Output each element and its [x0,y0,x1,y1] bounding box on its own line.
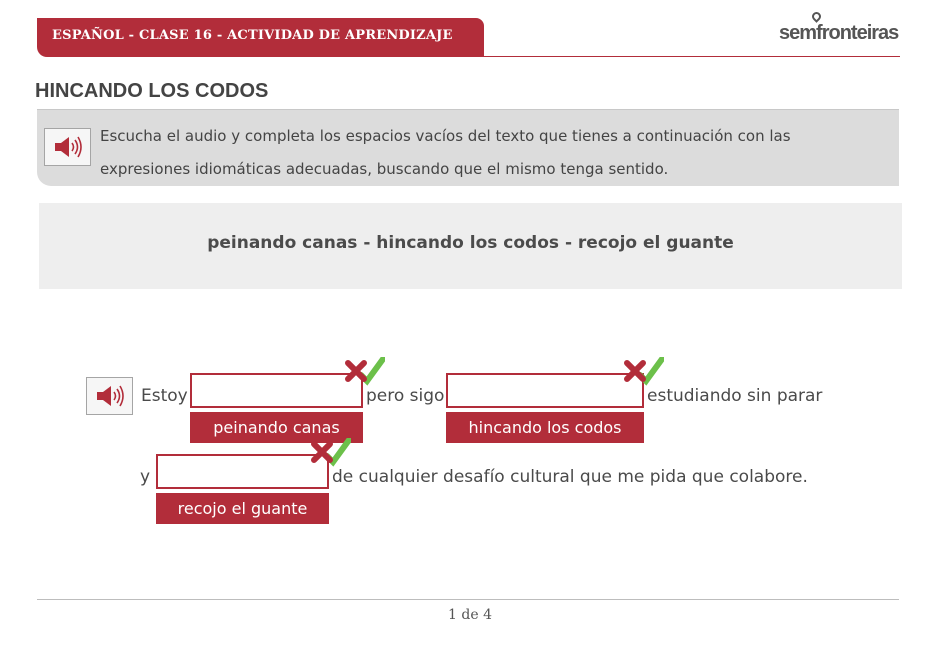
answer-blank-3[interactable] [156,454,329,489]
answer-chip-1[interactable]: peinando canas [190,412,363,443]
answer-input-2[interactable] [448,375,642,406]
sentence-text: Estoy [141,386,188,406]
word-bank-text: peinando canas - hincando los codos - recojo el guante [207,233,734,253]
check-answer-2[interactable] [624,357,664,387]
answer-blank-1[interactable] [190,373,363,408]
header-band [37,18,484,57]
answer-chip-3[interactable]: recojo el guante [156,493,329,524]
instruction-text: Escucha el audio y completa los espacios vacíos del texto que tienes a continuación con las expresiones idiomáticas adecuadas, buscando que el mismo tenga sentido. [100,127,791,178]
sentence-text: pero sigo [366,386,445,406]
instruction-box [37,109,899,186]
sentence-text: de cualquier desafío cultural que me pida que colabore. [332,467,808,487]
word-bank [39,203,902,289]
answer-blank-2[interactable] [446,373,644,408]
speaker-icon [52,135,84,159]
header-divider [484,56,900,57]
check-answer-1[interactable] [345,357,385,387]
answer-input-3[interactable] [158,456,327,487]
sentence-text: estudiando sin parar [647,386,823,406]
page-title: HINCANDO LOS CODOS [35,80,269,102]
course-title: ESPAÑOL - CLASE 16 - ACTIVIDAD DE APRENDIZAJE [52,28,453,43]
sentence-audio-button[interactable] [86,377,133,415]
check-answer-3[interactable] [311,438,351,468]
instruction-audio-button[interactable] [44,128,91,166]
logo-text: semfronteiras [779,22,899,44]
answer-chip-2[interactable]: hincando los codos [446,412,644,443]
brand-logo [779,20,903,46]
footer-divider [37,599,899,600]
sentence-text: y [140,467,151,487]
page-indicator: 1 de 4 [448,607,492,623]
answer-input-1[interactable] [192,375,361,406]
location-pin-icon [810,10,823,23]
speaker-icon [94,384,126,408]
